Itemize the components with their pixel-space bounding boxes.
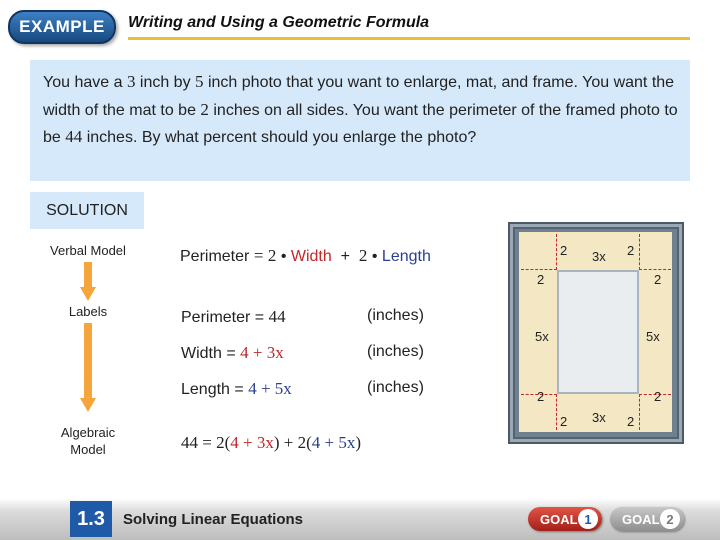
label-perimeter — [181, 307, 286, 327]
guide-line — [521, 269, 557, 270]
problem-text-4: inches on all sides. You want the perimeter of the framed photo to be — [43, 101, 678, 146]
label-perimeter-text: Perimeter = — [181, 309, 265, 326]
verbal-dot-a: • — [280, 248, 287, 265]
label-length-text: Length = — [181, 381, 244, 398]
solution-label: SOLUTION — [30, 192, 144, 229]
section-title: Solving Linear Equations — [123, 511, 304, 528]
label-width-value: 4 + 3x — [240, 343, 284, 362]
algebraic-line-1: Algebraic — [60, 425, 116, 440]
fig-left-upper-2: 2 — [537, 272, 545, 287]
alg-part-e: ) — [355, 433, 362, 452]
goal-2-label: GOAL — [622, 511, 660, 527]
verbal-model-label: Verbal Model — [50, 243, 126, 258]
label-width-unit: (inches) — [367, 343, 424, 360]
goal-2-number: 2 — [660, 509, 680, 529]
example-badge: EXAMPLE — [8, 10, 116, 44]
verbal-length: Length — [381, 248, 431, 265]
algebraic-model-equation — [181, 433, 361, 453]
fig-left-5x: 5x — [535, 329, 549, 344]
fig-bottom-3x: 3x — [592, 410, 606, 425]
guide-line — [639, 234, 640, 270]
guide-line — [639, 269, 671, 270]
goal-2-button[interactable] — [610, 507, 684, 531]
verbal-width: Width — [290, 248, 332, 265]
alg-length-expr: 4 + 5x — [311, 433, 356, 452]
label-width-text: Width = — [181, 345, 236, 362]
arrow-down-icon — [80, 398, 96, 412]
label-length-unit: (inches) — [367, 379, 424, 396]
guide-line — [556, 394, 557, 430]
problem-text-5: inches. By what percent should you enlarge the photo? — [82, 129, 477, 146]
fig-bottom-right-2: 2 — [627, 414, 635, 429]
goal-1-number: 1 — [578, 509, 598, 529]
photo — [557, 270, 639, 394]
fig-top-3x: 3x — [592, 249, 606, 264]
problem-text-3: inch photo that you want to enlarge, mat, and frame. You want the width of the mat to be — [43, 74, 675, 119]
labels-label: Labels — [68, 304, 108, 319]
verbal-equals: = — [253, 246, 264, 265]
alg-width-expr: 4 + 3x — [230, 433, 274, 452]
fig-right-lower-2: 2 — [654, 389, 662, 404]
problem-num-2: 2 — [200, 99, 209, 119]
verbal-model-equation — [180, 246, 431, 266]
page-title: Writing and Using a Geometric Formula — [128, 14, 430, 31]
fig-top-left-2: 2 — [560, 243, 568, 258]
goal-1-label: GOAL — [540, 511, 578, 527]
alg-part-c: ) + 2( — [273, 433, 312, 452]
arrow-1-shaft — [84, 262, 92, 288]
arrow-down-icon — [80, 287, 96, 301]
verbal-two-a: 2 — [267, 246, 277, 265]
fig-right-5x: 5x — [646, 329, 660, 344]
verbal-two-b: 2 — [358, 246, 368, 265]
verbal-plus: + — [340, 248, 351, 265]
algebraic-model-label — [36, 424, 140, 458]
label-length — [181, 379, 292, 399]
guide-line — [556, 234, 557, 270]
verbal-perimeter: Perimeter — [180, 248, 250, 265]
fig-bottom-left-2: 2 — [560, 414, 568, 429]
fig-left-lower-2: 2 — [537, 389, 545, 404]
label-perimeter-value: 44 — [268, 307, 286, 326]
alg-part-a: 44 = 2( — [181, 433, 231, 452]
problem-text-2: inch by — [135, 74, 196, 91]
problem-statement — [30, 60, 690, 181]
label-perimeter-unit: (inches) — [367, 307, 424, 324]
algebraic-line-2: Model — [70, 442, 106, 457]
goal-1-button[interactable] — [528, 507, 602, 531]
arrow-2-shaft — [84, 323, 92, 399]
verbal-dot-b: • — [371, 248, 378, 265]
label-width — [181, 343, 284, 363]
title-underline — [128, 37, 690, 40]
problem-num-44: 44 — [65, 127, 83, 146]
section-number-badge: 1.3 — [70, 501, 112, 537]
problem-text-1: You have a — [43, 74, 127, 91]
fig-right-upper-2: 2 — [654, 272, 662, 287]
problem-num-3: 3 — [126, 72, 136, 91]
problem-num-5: 5 — [195, 72, 204, 91]
fig-top-right-2: 2 — [627, 243, 635, 258]
label-length-value: 4 + 5x — [248, 379, 292, 398]
guide-line — [639, 394, 640, 430]
